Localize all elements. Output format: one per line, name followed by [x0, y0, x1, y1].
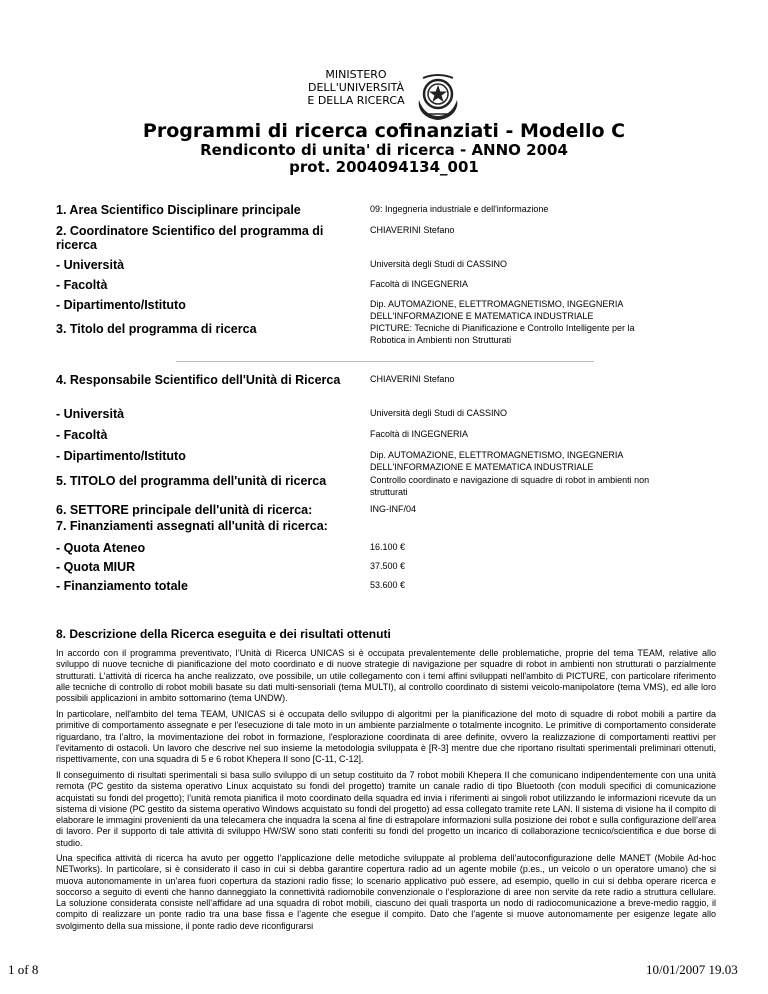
field-value: Dip. AUTOMAZIONE, ELETTROMAGNETISMO, INGEGNERIA DELL'INFORMAZIONE E MATEMATICA INDUSTRIALE [370, 450, 623, 472]
field-label: - Università [56, 407, 125, 421]
field-label: 5. TITOLO del programma dell'unità di ricerca [56, 474, 327, 488]
section-heading: 8. Descrizione della Ricerca eseguita e dei risultati ottenuti [56, 627, 391, 641]
field-label: - Dipartimento/Istituto [56, 298, 186, 312]
field-label: 1. Area Scientifico Disciplinare principale [56, 203, 301, 217]
field-value: Università degli Studi di CASSINO [370, 259, 508, 269]
field-label: - Facoltà [56, 428, 108, 442]
paragraph: Una specifica attività di ricerca ha avuto per oggetto l’applicazione delle metodiche sviluppate al problema dell’autoconfigurazione delle MANET (Mobile Ad-hoc NETworks). In particolare, si è considerato il caso in cui si debba garantire copertura radio ad un agente mobile (p.es., un veicolo o un operatore umano) che si muova autonomamente in un’area fuori copertura da stazioni radio fisse; lo scenario applicativo può essere, ad esempio, quello in cui si debba operare ricerca e soccorso a seguito di eventi che hanno danneggiato la connettività radiomobile convenzionale o l’esplorazione di aree non servite da rete radio a struttura cellulare. La soluzione considerata consiste nell’affidare ad una squadra di robot mobili, ciascuno dei quali trasporta un nodo di radiocomunicazione a breve-medio raggio, il compito di realizzare un ponte radio tra una base fissa e l’agente che esegue il compito. Dato che l’agente si muove autonomamente per esigenze legate allo svolgimento della sua missione, il ponte radio deve riconfigurarsi [56, 853, 716, 931]
funding-amount: 53.600 € [370, 580, 406, 590]
field-value: Controllo coordinato e navigazione di squadre di robot in ambienti non strutturati [370, 475, 650, 497]
field-label: - Università [56, 258, 125, 272]
funding-label: - Finanziamento totale [56, 579, 188, 593]
field-label: 3. Titolo del programma di ricerca [56, 322, 257, 336]
paragraph: In accordo con il programma preventivato, l’Unità di Ricerca UNICAS si è occupata prevalentemente delle problematiche, proprie del tema TEAM, relative allo sviluppo di nuove tecniche di pianificazione del moto coordinato e di nuove strategie di navigazione per squadre di robot in ambienti non strutturati o parzialmente strutturati. L’attività di ricerca ha anche realizzato, ove possibile, un utile collegamento con i temi affini sviluppati nell'ambito di PICTURE, con particolare riferimento alle tecniche di controllo di robot mobili basate su dati multi-sensoriali (tema MULTI), al controllo coordinato di sistemi veicolo-manipolatore (tema VMS), ed alle loro possibili applicazioni in ambito sottomarino (tema UNDW). [56, 648, 716, 704]
section-divider [176, 361, 594, 362]
field-value: Università degli Studi di CASSINO [370, 408, 508, 418]
field-value: Dip. AUTOMAZIONE, ELETTROMAGNETISMO, INGEGNERIA DELL'INFORMAZIONE E MATEMATICA INDUSTRIALE [370, 299, 623, 321]
protocol-number: prot. 2004094134_001 [289, 158, 479, 176]
paragraph: In particolare, nell'ambito del tema TEAM, UNICAS si è occupata dello sviluppo di algoritmi per la pianificazione del moto di squadre di robot mobili a partire da primitive di comportamento assegnate e per l'esecuzione di tale moto in un ambiente parzialmente o totalmente incognito. Le primitive di comportamento considerate riguardano, tra l’altro, la movimentazione dei robot in formazione, l'esplorazione coordinata di aree definite, ovvero la realizzazione di comportamenti reattivi per l'evitamento di ostacoli. Un lavoro che descrive nel suo insieme la metodologia sviluppata è [R-3] mentre due che riportano risultati sperimentali preliminari ottenuti, rispettivamente, con una squadra di 5 e 6 robot Khepera II sono [C-11, C-12]. [56, 709, 716, 765]
funding-label: - Quota MIUR [56, 560, 136, 574]
field-value: CHIAVERINI Stefano [370, 374, 455, 384]
funding-amount: 16.100 € [370, 542, 406, 552]
field-label: 7. Finanziamenti assegnati all'unità di ricerca: [56, 519, 328, 533]
field-value: 09: Ingegneria industriale e dell'informazione [370, 204, 549, 214]
funding-label: - Quota Ateneo [56, 541, 146, 555]
field-value: Facoltà di INGEGNERIA [370, 279, 469, 289]
italian-emblem-icon [413, 70, 463, 122]
field-value: Facoltà di INGEGNERIA [370, 429, 469, 439]
ministry-name: MINISTERO DELL'UNIVERSITÀ E DELLA RICERCA [307, 68, 405, 107]
field-label: - Facoltà [56, 278, 108, 292]
field-label: - Dipartimento/Istituto [56, 449, 186, 463]
page-title: Programmi di ricerca cofinanziati - Modello C [142, 120, 626, 142]
field-value: CHIAVERINI Stefano [370, 225, 455, 235]
paragraph: Il conseguimento di risultati sperimentali si basa sullo sviluppo di un setup costituito da 7 robot mobili Khepera II che comunicano indipendentemente con una unità remota (PC gestito da sistema operativo Linux acquistato su fondi del progetto) tramite un canale radio di tipo Bluetooth (con moduli specifici di comunicazione acquistati su fondi del progetto); l’unità remota pianifica il moto coordinato della squadra ed invia i riferimenti ai singoli robot utilizzando le informazioni ricevute da un sistema di visione (PC gestito da sistema operativo Windows acquistato su fondi del progetto) ad essa collegato tramite rete LAN. Il sistema di visione ha il compito di elaborare le immagini provenienti da una telecamera che inquadra la scena al fine di estrapolare informazioni sulla posizione dei robot e sulla configurazione dell’area di lavoro. Per il supporto di tale attività di sviluppo HW/SW sono stati conferiti su fondi del progetto un incarico di collaborazione tecnico/scientifica e due borse di studio. [56, 770, 716, 848]
funding-amount: 37.500 € [370, 561, 406, 571]
field-label: 4. Responsabile Scientifico dell'Unità di Ricerca [56, 373, 341, 387]
page-number: 1 of 8 [8, 962, 39, 977]
field-value: ING-INF/04 [370, 504, 417, 514]
field-label: 6. SETTORE principale dell'unità di ricerca: [56, 503, 313, 517]
print-timestamp: 10/01/2007 19.03 [646, 962, 738, 977]
field-value: PICTURE: Tecniche di Pianificazione e Controllo Intelligente per la Robotica in Ambienti non Strutturati [370, 323, 635, 345]
field-label: 2. Coordinatore Scientifico del programma di ricerca [56, 224, 324, 252]
page-subtitle: Rendiconto di unita' di ricerca - ANNO 2004 [200, 141, 568, 159]
